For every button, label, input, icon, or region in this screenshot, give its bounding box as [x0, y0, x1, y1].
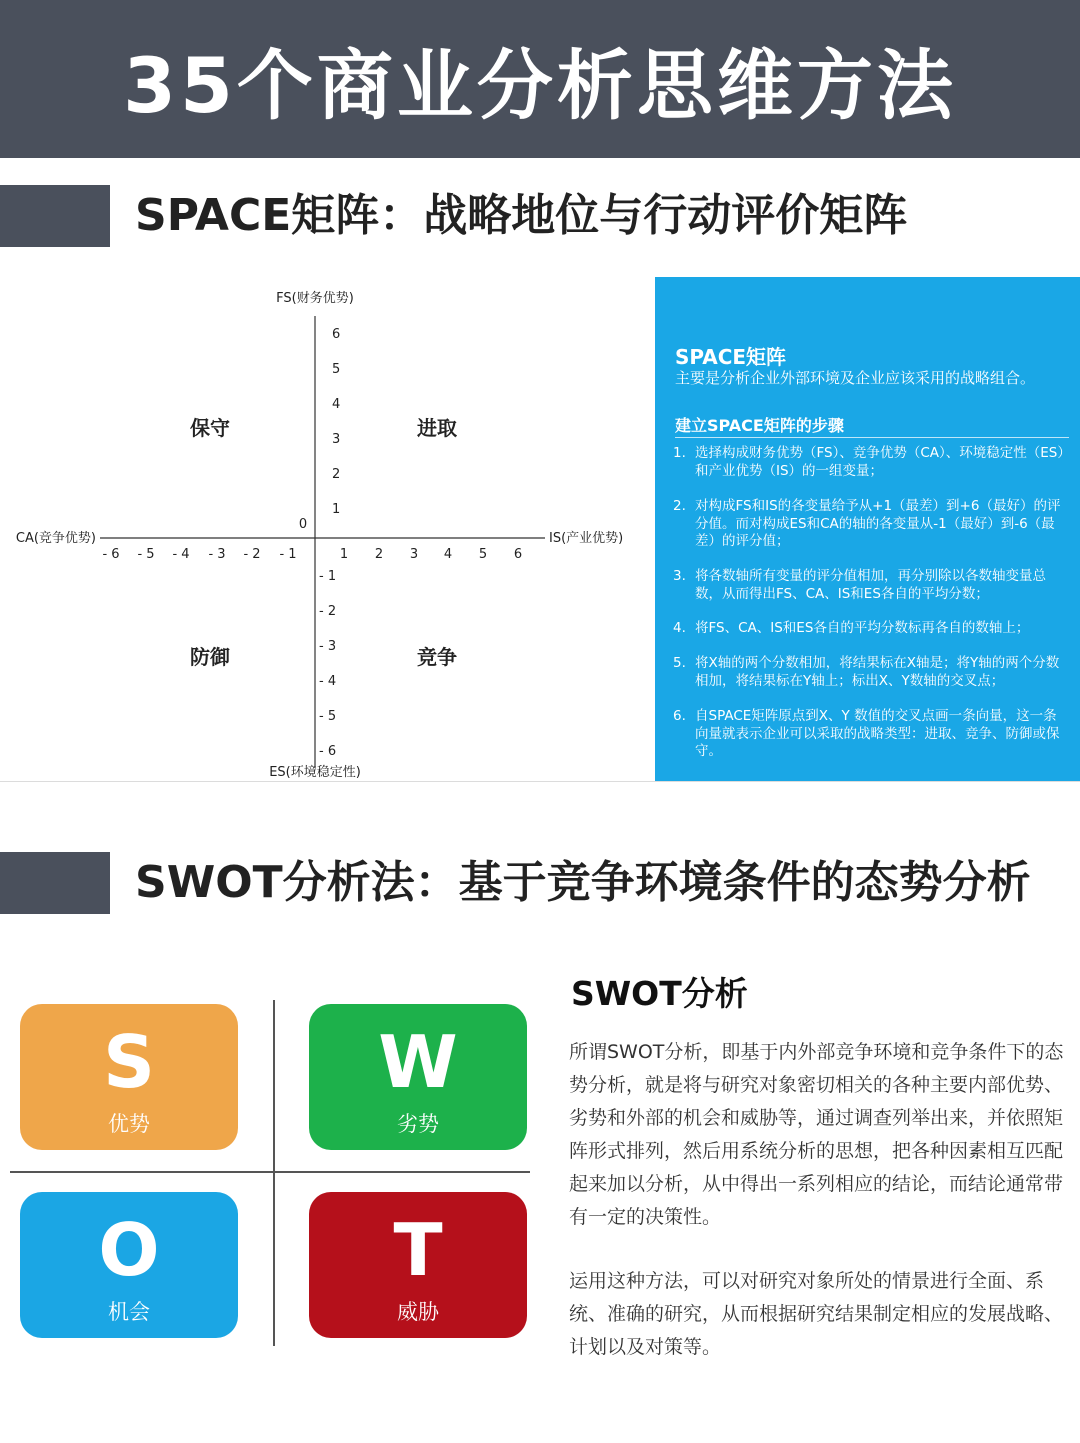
tile-label: 威胁	[397, 1300, 439, 1324]
step-number: 3.	[673, 568, 686, 584]
y-tick: 4	[332, 397, 341, 412]
y-tick: - 2	[319, 604, 337, 619]
swot-usage: 运用这种方法，可以对研究对象所处的情景进行全面、系统、准确的研究，从而根据研究结果制定相应的发展战略、计划以及对策等。	[569, 1270, 1064, 1358]
x-tick: - 2	[243, 547, 261, 562]
heading-accent-bar	[0, 185, 110, 247]
x-tick: 3	[409, 547, 419, 562]
step-item	[673, 655, 1068, 690]
swot-grid-horizontal-line	[10, 1171, 530, 1173]
y-tick: - 4	[319, 674, 337, 689]
x-tick: 4	[443, 547, 453, 562]
y-tick: 1	[332, 502, 341, 517]
y-tick: 5	[332, 362, 341, 377]
step-item	[673, 568, 1068, 603]
swot-tile-weaknesses	[309, 1004, 527, 1150]
swot-grid-vertical-line	[273, 1000, 275, 1346]
space-matrix-chart	[0, 280, 650, 780]
quadrant-conservative: 保守	[190, 416, 230, 440]
step-text: 将X轴的两个分数相加，将结果标在X轴是；将Y轴的两个分数相加，将结果标在Y轴上；标出X、Y数轴的交叉点；	[695, 655, 1060, 689]
x-tick: 1	[339, 547, 349, 562]
x-tick: - 3	[208, 547, 226, 562]
tile-label: 劣势	[397, 1112, 439, 1136]
axis-label-top: FS(财务优势)	[276, 291, 354, 306]
page-title: 35个商业分析思维方法	[123, 40, 957, 130]
y-tick: - 1	[319, 569, 337, 584]
swot-description: 所谓SWOT分析，即基于内外部竞争环境和竞争条件下的态势分析，就是将与研究对象密切相关的各种主要内部优势、劣势和外部的机会和威胁等，通过调查列举出来，并依照矩阵形式排列，然后用系统分析的思想，把各种因素相互匹配起来加以分析，从中得出一系列相应的结论，而结论通常带有一定的决策性。	[569, 1041, 1064, 1228]
step-text: 选择构成财务优势（FS）、竞争优势（CA）、环境稳定性（ES）和产业优势（IS）的一组变量；	[695, 445, 1065, 479]
step-item	[673, 708, 1068, 761]
swot-section-heading	[0, 852, 1080, 914]
space-heading-text: SPACE矩阵：战略地位与行动评价矩阵	[135, 190, 908, 241]
swot-tile-threats	[309, 1192, 527, 1338]
swot-tile-opportunities	[20, 1192, 238, 1338]
y-tick: - 3	[319, 639, 337, 654]
step-text: 自SPACE矩阵原点到X、Y 数值的交叉点画一条向量，这一条向量就表示企业可以采取的战略类型：进取、竞争、防御或保守。	[695, 708, 1060, 759]
section-divider	[0, 781, 1080, 782]
quadrant-defensive: 防御	[190, 645, 230, 669]
y-tick: 3	[332, 432, 341, 447]
step-number: 1.	[673, 445, 686, 461]
y-tick: - 6	[319, 744, 337, 759]
origin-label: 0	[298, 517, 308, 532]
y-tick: - 5	[319, 709, 337, 724]
x-tick: - 4	[172, 547, 190, 562]
panel-title: SPACE矩阵	[675, 345, 787, 369]
step-number: 5.	[673, 655, 686, 671]
step-number: 6.	[673, 708, 686, 724]
x-tick: 6	[513, 547, 523, 562]
space-section-heading	[0, 185, 1080, 247]
tile-label: 优势	[108, 1112, 150, 1136]
tile-letter: S	[103, 1020, 155, 1104]
space-steps-panel	[655, 277, 1080, 781]
x-tick: 2	[374, 547, 384, 562]
x-tick: - 1	[279, 547, 297, 562]
tile-label: 机会	[108, 1300, 150, 1324]
x-tick: - 5	[137, 547, 155, 562]
step-text: 将各数轴所有变量的评分值相加，再分别除以各数轴变量总数，从而得出FS、CA、IS和ES各自的平均分数；	[695, 568, 1046, 602]
y-tick: 2	[332, 467, 341, 482]
step-number: 4.	[673, 620, 686, 636]
step-item	[673, 445, 1068, 480]
tile-letter: O	[98, 1208, 160, 1292]
quadrant-competitive: 竞争	[417, 645, 457, 669]
steps-divider	[675, 437, 1069, 438]
panel-subtitle: 主要是分析企业外部环境及企业应该采用的战略组合。	[675, 369, 1036, 387]
step-number: 2.	[673, 498, 686, 514]
tile-letter: W	[378, 1020, 458, 1104]
axis-label-bottom: ES(环境稳定性)	[269, 765, 361, 780]
x-tick: 5	[478, 547, 488, 562]
step-item	[673, 498, 1068, 551]
swot-title: SWOT分析	[571, 974, 748, 1013]
axis-label-left: CA(竞争优势)	[15, 531, 96, 546]
swot-tile-strengths	[20, 1004, 238, 1150]
step-text: 对构成FS和IS的各变量给予从+1（最差）到+6（最好）的评分值。而对构成ES和CA的轴的各变量从-1（最好）到-6（最差）的评分值；	[695, 498, 1061, 549]
heading-accent-bar	[0, 852, 110, 914]
x-tick: - 6	[102, 547, 120, 562]
page-banner	[0, 0, 1080, 158]
step-text: 将FS、CA、IS和ES各自的平均分数标再各自的数轴上；	[695, 620, 1030, 636]
axis-label-right: IS(产业优势)	[549, 531, 624, 546]
swot-heading-text: SWOT分析法：基于竞争环境条件的态势分析	[135, 857, 1031, 908]
quadrant-aggressive: 进取	[417, 416, 457, 440]
steps-title: 建立SPACE矩阵的步骤	[675, 416, 844, 435]
tile-letter: T	[393, 1208, 443, 1292]
y-tick: 6	[332, 327, 341, 342]
step-item	[673, 620, 1068, 638]
